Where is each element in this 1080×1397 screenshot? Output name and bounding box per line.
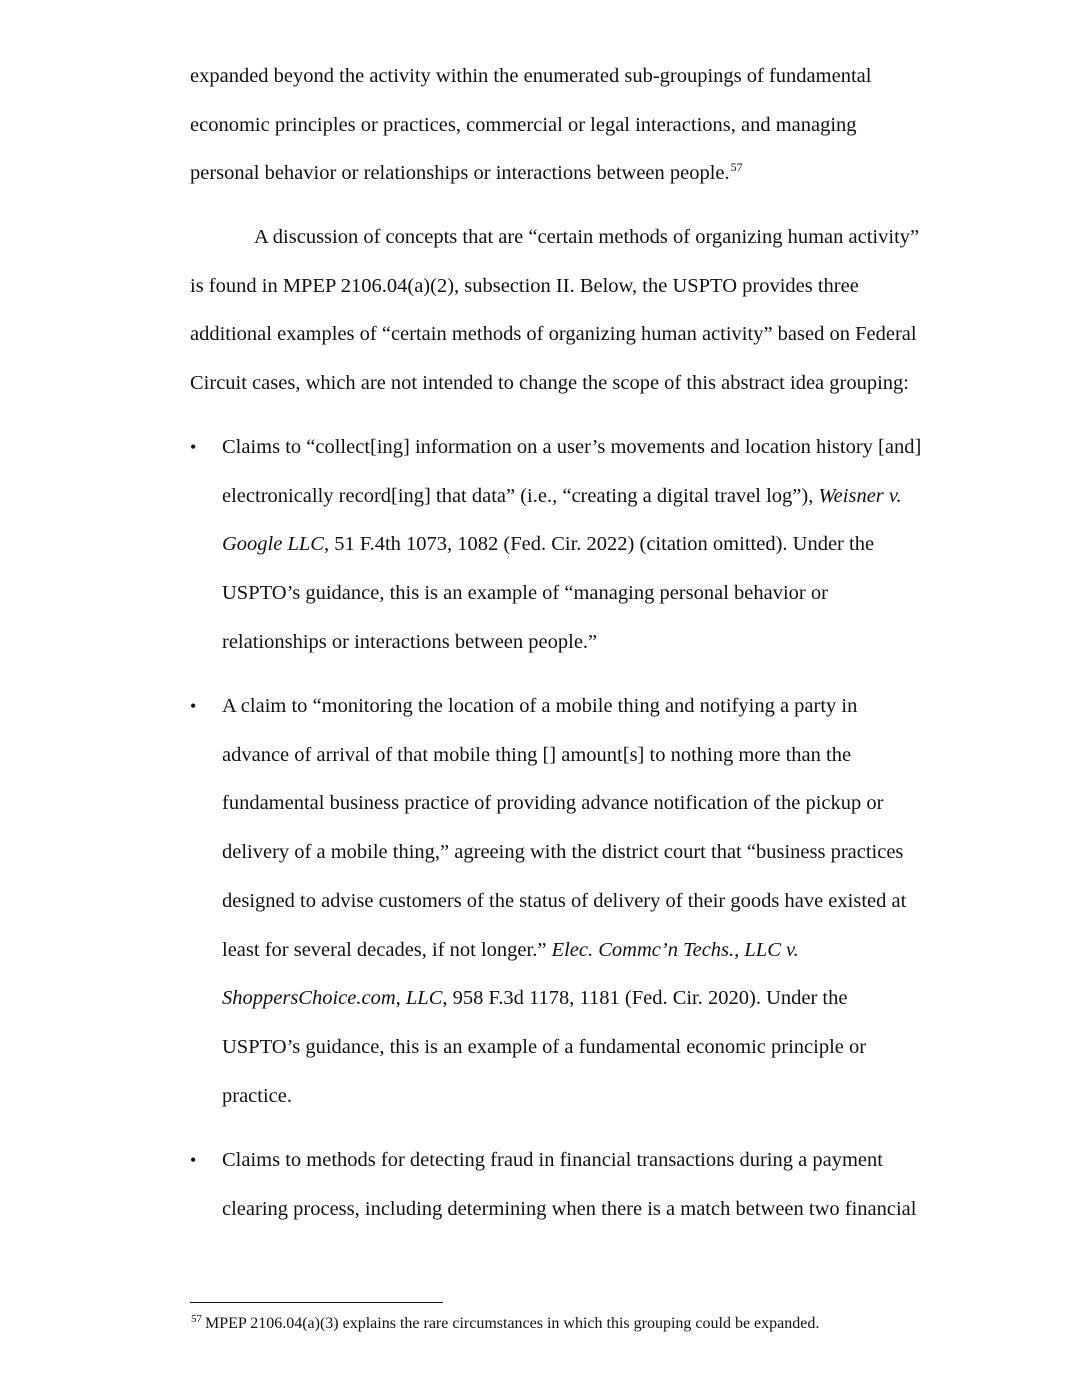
paragraph-discussion <box>190 213 950 408</box>
text-line <box>222 974 952 1023</box>
text-fragment: delivery of a mobile thing,” agreeing with the district court that “business practices <box>222 841 904 864</box>
text-line: Circuit cases, which are not intended to change the scope of this abstract idea grouping: <box>190 372 909 395</box>
text-line <box>222 618 952 667</box>
text-line <box>222 1023 952 1072</box>
text-fragment: advance of arrival of that mobile thing [] amount[s] to nothing more than the <box>222 743 852 766</box>
text-line: additional examples of “certain methods of organizing human activity” based on Federal <box>190 323 917 346</box>
text-fragment: A claim to “monitoring the location of a mobile thing and notifying a party in <box>222 695 858 717</box>
text-line <box>222 569 952 618</box>
bullet-text <box>222 1136 952 1233</box>
text-line <box>222 520 952 569</box>
footnote-reference: 57 <box>730 160 743 175</box>
case-citation: Google LLC <box>222 533 324 556</box>
text-line <box>222 731 952 780</box>
text-line <box>222 926 952 975</box>
paragraph-continuation <box>190 52 950 198</box>
footnote-number: 57 <box>191 1313 202 1325</box>
case-citation: Weisner v. <box>818 484 902 507</box>
text-line <box>222 423 952 472</box>
bullet-icon: • <box>190 696 197 716</box>
text-line: economic principles or practices, commercial or legal interactions, and managing <box>190 113 857 136</box>
text-fragment: relationships or interactions between people.” <box>222 630 598 653</box>
text-line: A discussion of concepts that are “certain methods of organizing human activity” <box>254 226 920 248</box>
text-fragment: least for several decades, if not longer.” <box>222 938 552 961</box>
case-citation: Elec. Commc’n Techs., LLC v. <box>551 938 799 961</box>
text-line <box>222 877 952 926</box>
text-line <box>222 828 952 877</box>
text-fragment: electronically record[ing] that data” (i.e., “creating a digital travel log”), <box>222 484 819 507</box>
text-fragment: , 51 F.4th 1073, 1082 (Fed. Cir. 2022) (citation omitted). Under the <box>323 533 875 556</box>
bullet-icon: • <box>190 437 197 457</box>
bullet-text <box>222 682 952 1120</box>
text-line: expanded beyond the activity within the enumerated sub-groupings of fundamental <box>190 65 872 87</box>
text-fragment: USPTO’s guidance, this is an example of a fundamental economic principle or <box>222 1035 867 1058</box>
footnote-text: MPEP 2106.04(a)(3) explains the rare circumstances in which this grouping could be expanded. <box>205 1315 820 1332</box>
footnote-divider <box>190 1302 443 1303</box>
case-citation: ShoppersChoice.com, LLC <box>222 987 443 1010</box>
bullet-text <box>222 423 952 667</box>
text-fragment: designed to advise customers of the status of delivery of their goods have existed at <box>222 889 907 912</box>
text-line <box>222 1136 952 1185</box>
text-fragment: Claims to methods for detecting fraud in financial transactions during a payment <box>222 1149 883 1171</box>
text-line <box>222 1072 952 1121</box>
text-fragment: practice. <box>222 1084 292 1107</box>
text-line <box>222 779 952 828</box>
text-line <box>222 472 952 521</box>
text-line <box>222 1185 952 1234</box>
footnote <box>190 1313 950 1335</box>
text-fragment: personal behavior or relationships or interactions between people. <box>190 162 730 185</box>
text-fragment: Claims to “collect[ing] information on a user’s movements and location history [and] <box>222 436 922 458</box>
text-line <box>190 149 950 198</box>
text-line <box>222 682 952 731</box>
text-fragment: clearing process, including determining when there is a match between two financial <box>222 1197 917 1220</box>
bullet-icon: • <box>190 1150 197 1170</box>
text-fragment: , 958 F.3d 1178, 1181 (Fed. Cir. 2020). Under the <box>442 987 848 1010</box>
text-fragment: fundamental business practice of providing advance notification of the pickup or <box>222 792 884 815</box>
text-fragment: USPTO’s guidance, this is an example of “managing personal behavior or <box>222 582 828 605</box>
text-line: is found in MPEP 2106.04(a)(2), subsection II. Below, the USPTO provides three <box>190 274 859 297</box>
